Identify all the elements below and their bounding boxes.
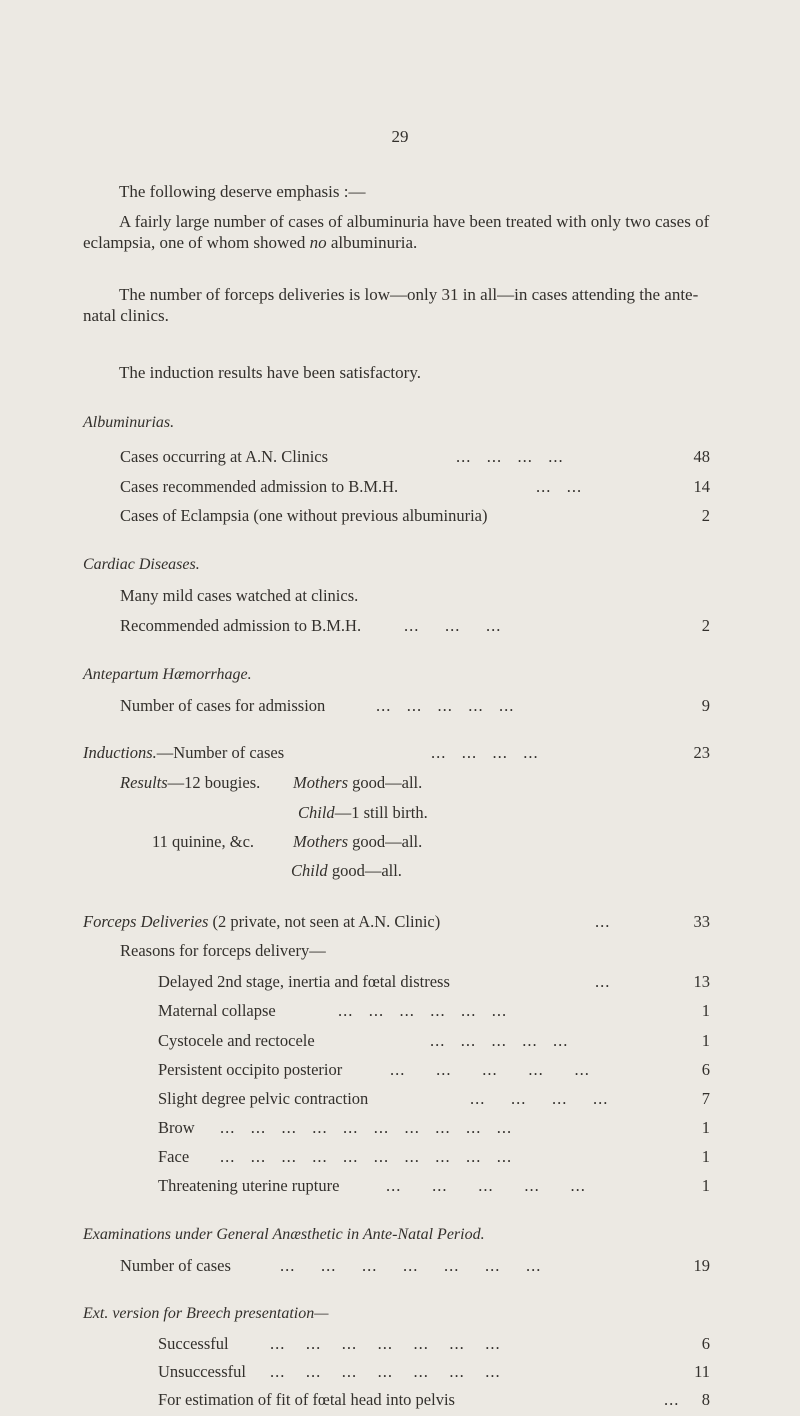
table-row: Cases occurring at A.N. Clinics ... ... ... ... 48 xyxy=(120,447,710,466)
table-row: Delayed 2nd stage, inertia and fœtal distress ... 13 xyxy=(158,972,710,991)
inductions-label: Inductions.—Number of cases xyxy=(83,743,285,762)
table-row: For estimation of fit of fœtal head into pelvis ... 8 xyxy=(158,1390,710,1409)
row-value: 1 xyxy=(701,1001,710,1020)
section-heading-examinations: Examinations under General Anæsthetic in Ante-Natal Period. xyxy=(83,1226,485,1243)
results-line-2: 11 quinine, &c. xyxy=(152,832,255,851)
intro-paragraph-1: The following deserve emphasis :— xyxy=(119,182,366,201)
row-value: 7 xyxy=(701,1089,710,1108)
results-line-1: Results—12 bougies. xyxy=(120,773,261,792)
row-label: Face xyxy=(158,1147,190,1166)
cardiac-note: Many mild cases watched at clinics. xyxy=(120,586,359,605)
row-value: 1 xyxy=(701,1147,710,1166)
table-row: Face ... ... ... ... ... ... ... ... ... ... 1 xyxy=(158,1147,710,1166)
section-heading-version: Ext. version for Breech presentation— xyxy=(83,1305,329,1322)
table-row: Inductions.—Number of cases ... ... ... ... 23 xyxy=(83,743,710,762)
row-value: 11 xyxy=(694,1362,710,1381)
table-row: Number of cases ... ... ... ... ... ... ... 19 xyxy=(120,1256,710,1275)
row-value: 2 xyxy=(701,616,710,635)
row-value: 33 xyxy=(693,912,710,931)
row-label: Successful xyxy=(158,1334,229,1353)
row-value: 1 xyxy=(701,1176,710,1195)
row-label: Cases occurring at A.N. Clinics xyxy=(120,447,329,466)
row-label: Maternal collapse xyxy=(158,1001,276,1020)
row-label: Delayed 2nd stage, inertia and fœtal distress xyxy=(158,972,450,991)
row-label: Recommended admission to B.M.H. xyxy=(120,616,362,635)
row-label: Unsuccessful xyxy=(158,1362,246,1381)
table-row: Persistent occipito posterior ... ... ... ... ... 6 xyxy=(158,1060,710,1079)
row-value: 1 xyxy=(701,1118,710,1137)
row-value: 48 xyxy=(693,447,710,466)
row-label: Brow xyxy=(158,1118,195,1137)
row-value: 23 xyxy=(693,743,710,762)
row-value: 14 xyxy=(693,477,710,496)
section-heading-albuminurias: Albuminurias. xyxy=(83,414,175,431)
table-row: Forceps Deliveries (2 private, not seen at A.N. Clinic) ... 33 xyxy=(83,912,710,931)
page-number: 29 xyxy=(391,127,409,146)
row-value: 13 xyxy=(693,972,710,991)
table-row: Maternal collapse ... ... ... ... ... ... 1 xyxy=(158,1001,710,1020)
row-label: Number of cases for admission xyxy=(120,696,326,715)
row-label: Cases of Eclampsia (one without previous albuminuria) xyxy=(120,506,488,525)
row-value: 9 xyxy=(701,696,710,715)
row-label: Number of cases xyxy=(120,1256,231,1275)
row-value: 1 xyxy=(701,1031,710,1050)
table-row: Recommended admission to B.M.H. ... ... ... 2 xyxy=(120,616,710,635)
row-value: 6 xyxy=(701,1060,710,1079)
section-heading-cardiac: Cardiac Diseases. xyxy=(83,556,200,573)
row-value: 8 xyxy=(701,1390,710,1409)
forceps-label: Forceps Deliveries (2 private, not seen at A.N. Clinic) xyxy=(83,912,441,931)
table-row: Threatening uterine rupture ... ... ... ... ... 1 xyxy=(158,1176,710,1195)
table-row: Slight degree pelvic contraction ... ... ... ... 7 xyxy=(158,1089,710,1108)
table-row: Brow ... ... ... ... ... ... ... ... ... ... 1 xyxy=(158,1118,710,1137)
results-mothers-2: Mothers good—all. xyxy=(293,832,423,851)
section-heading-forceps: Forceps Deliveries xyxy=(83,912,209,931)
forceps-reasons-label: Reasons for forceps delivery— xyxy=(120,941,326,960)
row-label: Persistent occipito posterior xyxy=(158,1060,343,1079)
table-row: Number of cases for admission ... ... ... ... ... 9 xyxy=(120,696,710,715)
results-mothers-1: Mothers good—all. xyxy=(293,773,423,792)
row-label: Cystocele and rectocele xyxy=(158,1031,315,1050)
row-value: 19 xyxy=(693,1256,710,1275)
intro-paragraph-4: The induction results have been satisfactory. xyxy=(119,363,421,382)
row-value: 2 xyxy=(701,506,710,525)
table-row xyxy=(120,506,710,528)
results-child-1: Child—1 still birth. xyxy=(298,803,428,822)
table-row: Successful ... ... ... ... ... ... ... 6 xyxy=(158,1334,710,1353)
row-value: 6 xyxy=(701,1334,710,1353)
row-label: Threatening uterine rupture xyxy=(158,1176,340,1195)
table-row: Cystocele and rectocele ... ... ... ... ... 1 xyxy=(158,1031,710,1050)
intro-paragraph-3: The number of forceps deliveries is low—only 31 in all—in cases attending the ante-natal clinics. xyxy=(83,285,699,325)
section-heading-antepartum: Antepartum Hæmorrhage. xyxy=(83,666,252,683)
row-label: For estimation of fit of fœtal head into pelvis xyxy=(158,1390,455,1409)
results-child-2: Child good—all. xyxy=(291,861,402,880)
intro-paragraph-2: A fairly large number of cases of albuminuria have been treated with only two cases of eclampsia, one of whom showed no albuminuria. xyxy=(83,212,710,252)
row-label: Slight degree pelvic contraction xyxy=(158,1089,369,1108)
table-row: Cases recommended admission to B.M.H. ... ... 14 xyxy=(120,477,710,496)
section-heading-inductions: Inductions. xyxy=(83,743,157,762)
table-row: Unsuccessful ... ... ... ... ... ... ... 11 xyxy=(158,1362,710,1381)
row-label: Cases recommended admission to B.M.H. xyxy=(120,477,399,496)
